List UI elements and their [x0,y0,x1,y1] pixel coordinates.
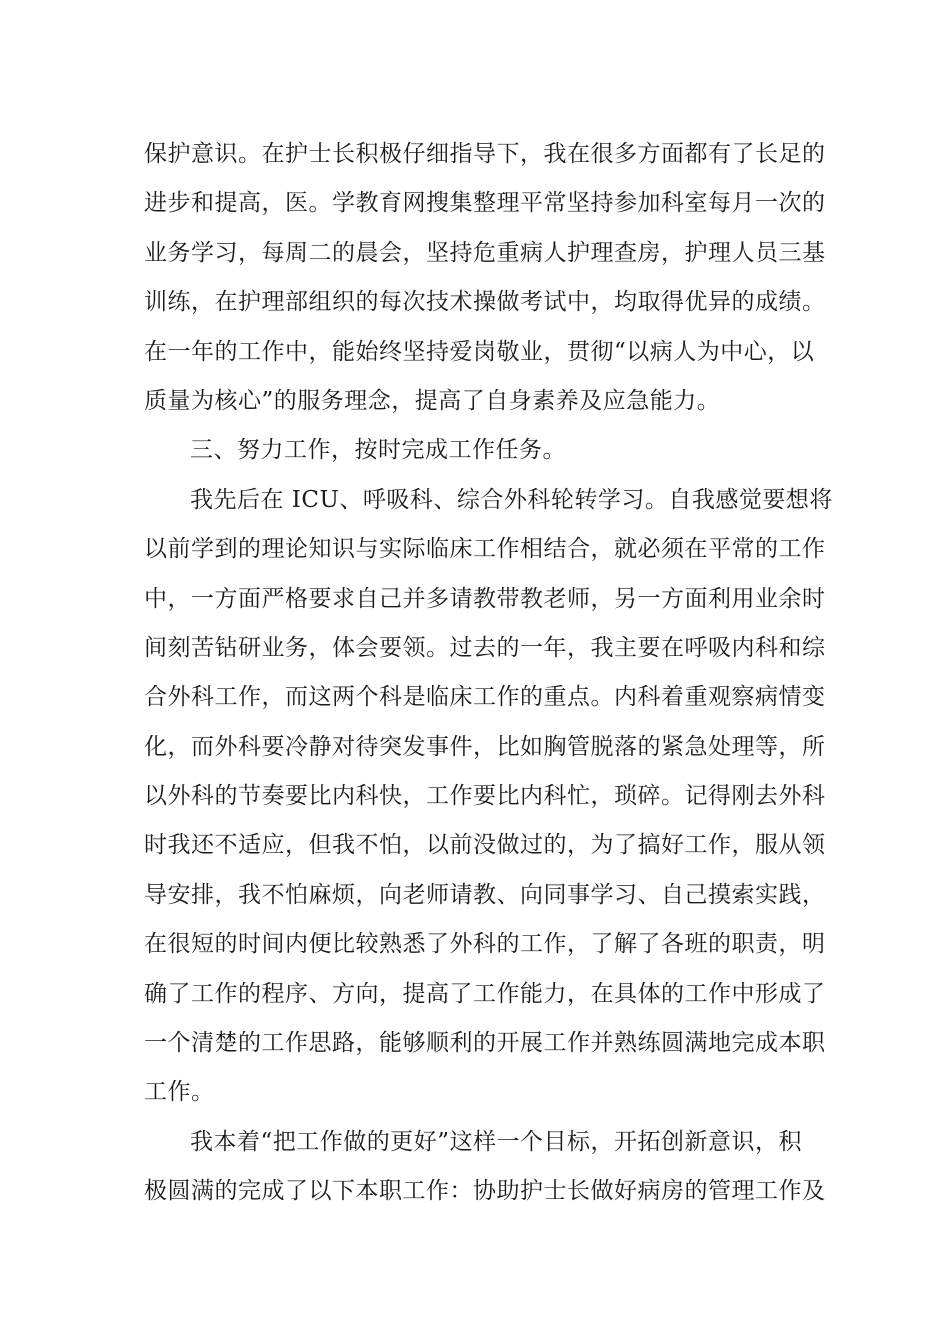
text-line: 中，一方面严格要求自己并多请教带教老师，另一方面利用业余时 [144,585,826,612]
text-line: 导安排，我不怕麻烦，向老师请教、向同事学习、自己摸索实践， [144,881,826,908]
text-line: 一个清楚的工作思路，能够顺利的开展工作并熟练圆满地完成本职 [144,1030,826,1057]
text-line: 质量为核心”的服务理念，提高了自身素养及应急能力。 [144,387,721,414]
text-line: 业务学习，每周二的晨会，坚持危重病人护理查房，护理人员三基 [144,239,826,266]
text-line: 训练，在护理部组织的每次技术操做考试中，均取得优异的成绩。 [144,289,826,316]
text-line: 进步和提高，医。学教育网搜集整理平常坚持参加科室每月一次的 [144,190,826,217]
text-line: 我本着“把工作做的更好”这样一个目标，开拓创新意识，积 [190,1128,803,1155]
section-heading: 三、努力工作，按时完成工作任务。 [190,437,566,464]
text-line: 以前学到的理论知识与实际临床工作相结合，就必须在平常的工作 [144,536,826,563]
text-line: 在一年的工作中，能始终坚持爱岗敬业，贯彻“以病人为中心，以 [144,338,815,365]
text-line: 保护意识。在护士长积极仔细指导下，我在很多方面都有了长足的 [144,141,826,167]
text-line: 合外科工作，而这两个科是临床工作的重点。内科着重观察病情变 [144,684,826,711]
text-line: 时我还不适应，但我不怕，以前没做过的，为了搞好工作，服从领 [144,832,826,859]
text-line: 以外科的节奏要比内科快，工作要比内科忙，琐碎。记得刚去外科 [144,783,826,810]
text-line: 确了工作的程序、方向，提高了工作能力，在具体的工作中形成了 [144,980,826,1007]
text-line: 工作。 [144,1079,215,1106]
text-line: 在很短的时间内便比较熟悉了外科的工作，了解了各班的职责，明 [144,931,826,958]
text-line: 间刻苦钻研业务，体会要领。过去的一年，我主要在呼吸内科和综 [144,634,826,661]
document-body [144,130,833,1217]
text-line: 化，而外科要冷静对待突发事件，比如胸管脱落的紧急处理等，所 [144,733,826,760]
text-line: 我先后在 ICU、呼吸科、综合外科轮转学习。自我感觉要想将 [190,486,833,513]
text-line: 极圆满的完成了以下本职工作：协助护士长做好病房的管理工作及 [144,1178,826,1205]
